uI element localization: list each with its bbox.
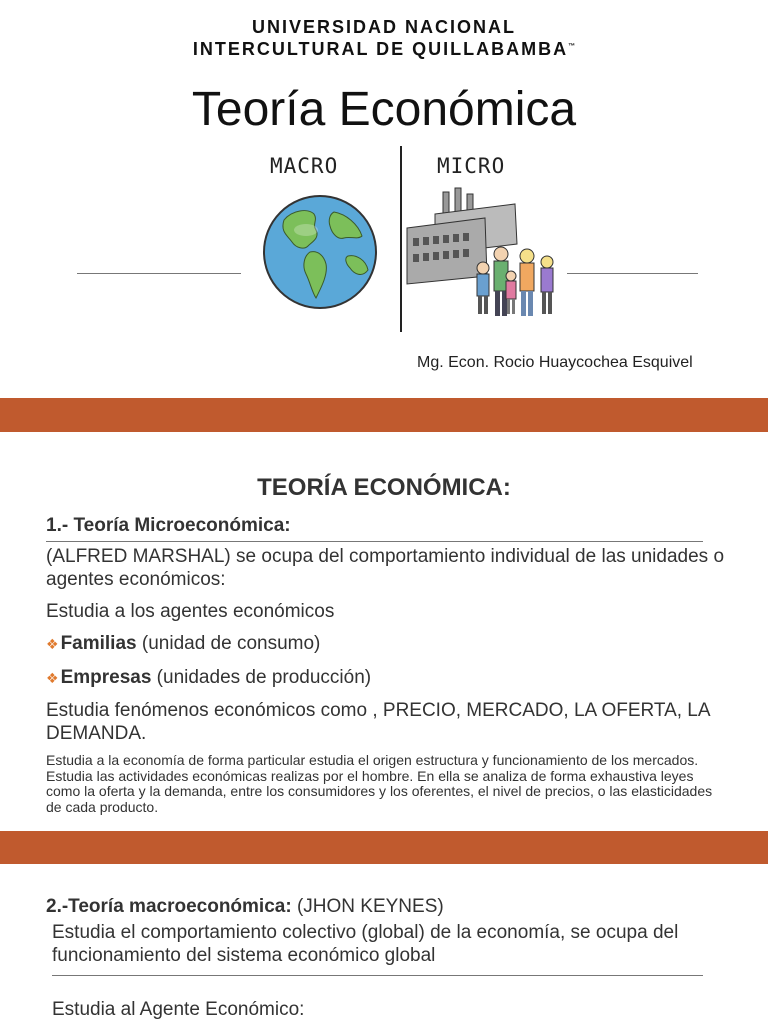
macro-intro: Estudia el comportamiento colectivo (global) de la economía, se ocupa del funcionamiento del sistema económico global (52, 922, 679, 966)
macro-rule (52, 975, 703, 976)
right-rule (567, 273, 698, 274)
university-name-line2: INTERCULTURAL DE QUILLABAMBA™ (192, 39, 576, 59)
globe-icon (262, 194, 378, 310)
subheading-rule (46, 541, 703, 542)
section-heading: TEORÍA ECONÓMICA: (257, 474, 511, 501)
left-rule (77, 273, 241, 274)
phenomena-text: Estudia fenómenos económicos como , PRECIO, MERCADO, LA OFERTA, LA DEMANDA. (46, 700, 710, 744)
agents-intro: Estudia a los agentes económicos (46, 601, 335, 622)
macro-agent: Estudia al Agente Económico: (52, 999, 305, 1020)
factory-family-icon (405, 184, 560, 324)
slide-separator-band (0, 398, 768, 432)
micro-subheading: 1.- Teoría Microeconómica: (46, 515, 291, 536)
slide-title: Teoría Económica (191, 83, 577, 136)
trademark-mark: ™ (568, 43, 576, 50)
macro-subheading: 2.-Teoría macroeconómica: (JHON KEYNES) (46, 896, 444, 917)
micro-paragraph: Estudia a la economía de forma particular estudia el origen estructura y funcionamiento de los mercados. Estudia las actividades económicas realizas por el hombre. En ella se analiza de forma exhaustiva leyes como la oferta y la demanda, entre los consumidores y los oferentes, el nivel de precios, o las elasticidades de cada producto. (46, 752, 713, 815)
micro-label: MICRO (437, 154, 506, 178)
slide-separator-band (0, 831, 768, 864)
diamond-bullet-icon: ❖ (46, 670, 59, 686)
micro-intro: (ALFRED MARSHAL) se ocupa del comportamiento individual de las unidades o agentes económicos: (46, 546, 725, 590)
macro-label: MACRO (270, 154, 339, 178)
divider-line (400, 146, 402, 332)
bullet-families: ❖ Familias (unidad de consumo) (46, 633, 321, 654)
university-name-line1: UNIVERSIDAD NACIONAL (251, 17, 516, 37)
author-name: Mg. Econ. Rocio Huaycochea Esquivel (417, 354, 693, 371)
bullet-companies: ❖ Empresas (unidades de producción) (46, 667, 372, 688)
diamond-bullet-icon: ❖ (46, 636, 59, 652)
